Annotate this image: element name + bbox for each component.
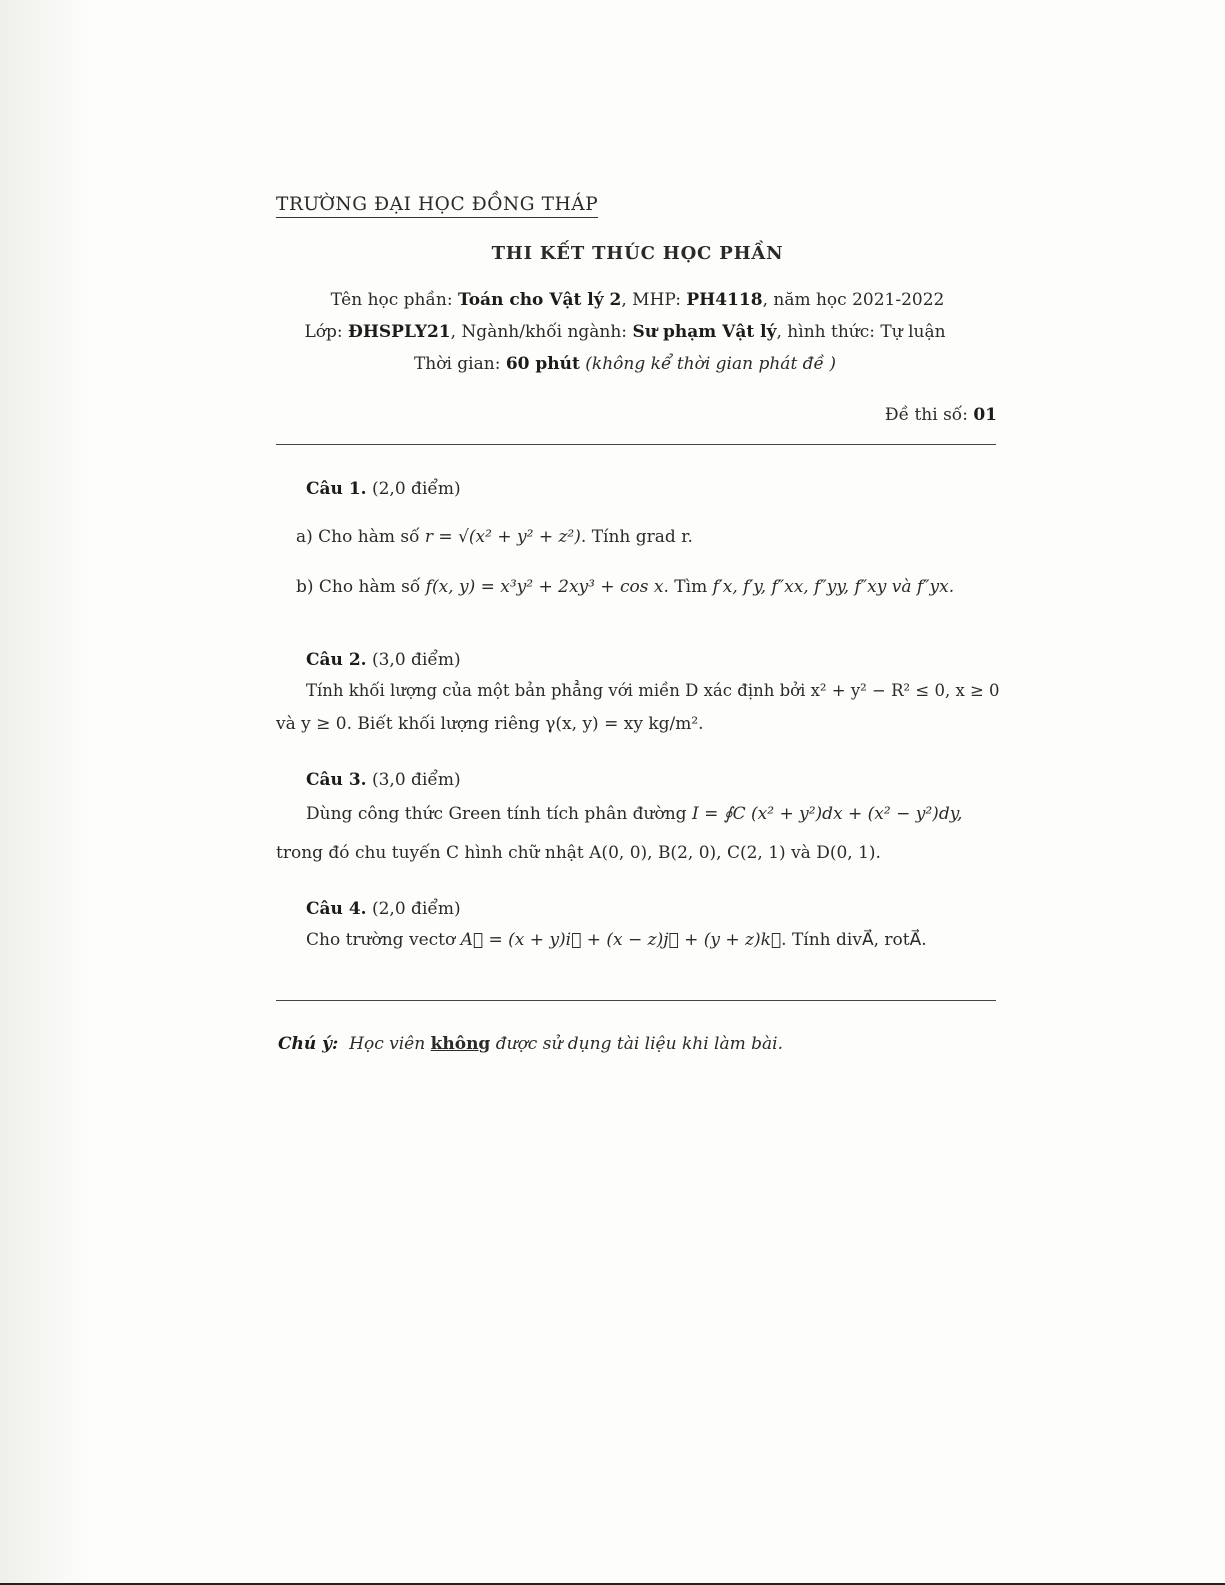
exam-no-label: Đề thi số: bbox=[884, 405, 968, 425]
question-3-label: Câu 3. bbox=[306, 770, 367, 790]
class-info-line bbox=[0, 322, 1225, 342]
question-2-title bbox=[306, 650, 461, 670]
question-1-title bbox=[306, 479, 461, 499]
q1b-target: f′x, f′y, f″xx, f″yy, f″xy và f″yx. bbox=[712, 577, 955, 597]
q1b-task: . Tìm bbox=[663, 577, 708, 597]
question-4-title bbox=[306, 899, 461, 919]
course-name: Toán cho Vật lý 2 bbox=[458, 290, 622, 310]
q3-text: Dùng công thức Green tính tích phân đường bbox=[306, 804, 687, 824]
course-code: PH4118 bbox=[686, 290, 763, 310]
question-1b bbox=[296, 577, 954, 597]
question-1a bbox=[296, 527, 693, 547]
q1b-formula: f(x, y) = x³y² + 2xy³ + cos x bbox=[425, 577, 664, 597]
major-name: Sư phạm Vật lý bbox=[632, 322, 777, 342]
question-3-line-1 bbox=[306, 804, 962, 824]
time-label: Thời gian: bbox=[413, 354, 501, 374]
q1a-formula: r = √(x² + y² + z²) bbox=[424, 527, 581, 547]
time-value: 60 phút bbox=[505, 354, 580, 374]
exam-no-value: 01 bbox=[973, 405, 997, 425]
q1a-prefix: a) Cho hàm số bbox=[296, 527, 420, 547]
exam-number bbox=[885, 405, 997, 425]
question-2-line-2: và y ≥ 0. Biết khối lượng riêng γ(x, y) = xy kg/m². bbox=[276, 714, 704, 734]
question-1-label: Câu 1. bbox=[306, 479, 367, 499]
note-label: Chú ý: bbox=[278, 1034, 339, 1054]
question-3-points: (3,0 điểm) bbox=[371, 770, 461, 790]
course-info-line bbox=[0, 290, 1225, 310]
class-label: Lớp: bbox=[304, 322, 343, 342]
question-4-line-1 bbox=[306, 930, 927, 950]
question-4-points: (2,0 điểm) bbox=[371, 899, 461, 919]
format-text: , hình thức: Tự luận bbox=[776, 322, 946, 342]
q1b-prefix: b) Cho hàm số bbox=[296, 577, 421, 597]
exam-note bbox=[278, 1034, 783, 1054]
exam-title: THI KẾT THÚC HỌC PHẦN bbox=[491, 243, 784, 264]
q4-text: Cho trường vectơ bbox=[306, 930, 456, 950]
question-2-line-1: Tính khối lượng của một bản phẳng với miền D xác định bởi x² + y² − R² ≤ 0, x ≥ 0 bbox=[306, 681, 1000, 700]
question-2-label: Câu 2. bbox=[306, 650, 367, 670]
q4-formula: A⃗ = (x + y)i⃗ + (x − z)j⃗ + (y + z)k⃗ bbox=[460, 930, 782, 950]
major-label: , Ngành/khối ngành: bbox=[450, 322, 628, 342]
question-3-line-2: trong đó chu tuyến C hình chữ nhật A(0, 0), B(2, 0), C(2, 1) và D(0, 1). bbox=[276, 843, 881, 863]
note-emphasis: không bbox=[430, 1034, 491, 1054]
year-text: , năm học 2021-2022 bbox=[762, 290, 945, 310]
code-label: , MHP: bbox=[621, 290, 681, 310]
note-before: Học viên bbox=[349, 1034, 426, 1054]
question-2-points: (3,0 điểm) bbox=[371, 650, 461, 670]
q4-task: . Tính divA⃗, rotA⃗. bbox=[781, 930, 927, 950]
bottom-divider bbox=[276, 1000, 996, 1001]
class-name: ĐHSPLY21 bbox=[347, 322, 451, 342]
question-3-title bbox=[306, 770, 461, 790]
top-divider bbox=[276, 444, 996, 445]
question-4-label: Câu 4. bbox=[306, 899, 367, 919]
note-after: được sử dụng tài liệu khi làm bài. bbox=[495, 1034, 784, 1054]
question-1-points: (2,0 điểm) bbox=[371, 479, 461, 499]
time-info-line bbox=[0, 354, 1225, 374]
q1a-target: grad r. bbox=[635, 527, 693, 547]
q1a-task: . Tính bbox=[580, 527, 631, 547]
q3-formula: I = ∮C (x² + y²)dx + (x² − y²)dy, bbox=[691, 804, 963, 824]
university-name: TRƯỜNG ĐẠI HỌC ĐỒNG THÁP bbox=[276, 194, 598, 218]
time-note: (không kể thời gian phát đề ) bbox=[585, 354, 837, 374]
course-label: Tên học phần: bbox=[330, 290, 453, 310]
